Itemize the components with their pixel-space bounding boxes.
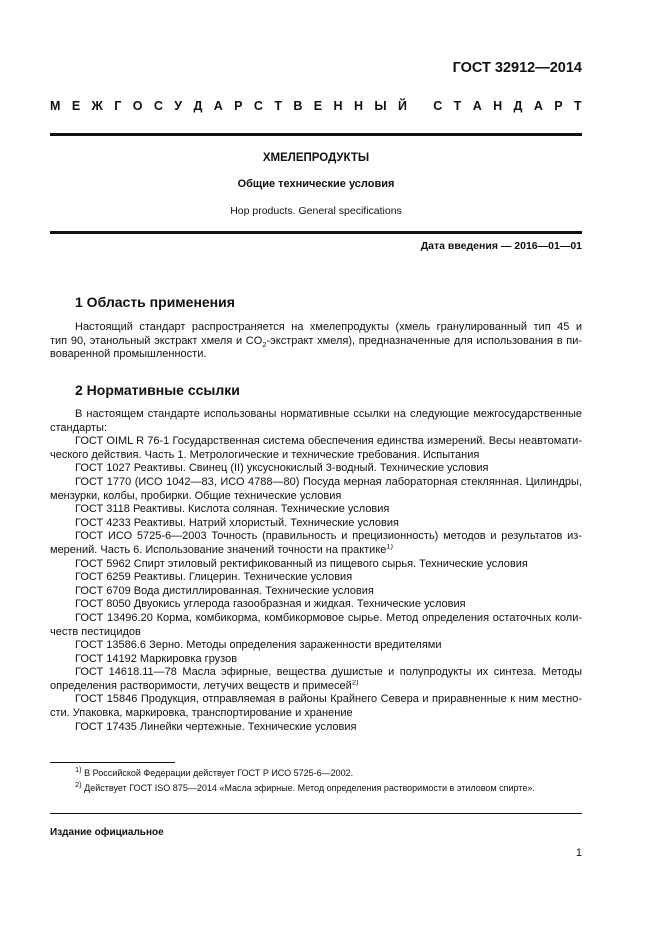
paragraph-line: воваренной промышленности. — [50, 348, 207, 361]
reference-line: ГОСТ 14618.11—78 Масла эфирные, вещества душистые и полупродукты их синтеза. Методы — [75, 666, 582, 679]
reference-line: ГОСТ 15846 Продукция, отправляемая в районы Крайнего Севера и приравненные к ним местно- — [75, 693, 582, 706]
heading-letter: У — [174, 99, 183, 113]
footnote-separator — [50, 762, 175, 763]
reference-line: ГОСТ 8050 Двуокись углерода газообразная и жидкая. Технические условия — [75, 598, 466, 611]
heading-letter: Н — [353, 99, 363, 113]
section-1-heading: 1 Область применения — [75, 294, 235, 310]
reference-line: сти. Упаковка, маркировка, транспортирование и хранение — [50, 707, 353, 720]
page-number: 1 — [575, 847, 582, 859]
heading-letter: Р — [234, 99, 243, 113]
reference-line: ГОСТ 13496.20 Корма, комбикорма, комбикормовое сырье. Метод определения остаточных коли- — [75, 611, 582, 624]
reference-line: ГОСТ 6259 Реактивы. Глицерин. Технические условия — [75, 571, 353, 584]
reference-line: стандарты: — [50, 421, 108, 434]
reference-line: В настоящем стандарте использованы нормативные ссылки на следующие межгосударственные — [75, 408, 582, 420]
heading-letter: Р — [554, 99, 563, 113]
english-title: Hop products. General specifications — [230, 205, 402, 217]
heading-letter: Т — [274, 99, 282, 113]
reference-line: ГОСТ OIML R 76-1 Государственная система обеспечения единства измерений. Весы неавтомати- — [75, 435, 582, 448]
reference-line: определения растворимости, летучих веществ и примесей$^{2)}$ — [50, 680, 582, 694]
section-1-text — [50, 321, 582, 362]
reference-line: ГОСТ ИСО 5725-6—2003 Точность (правильность и прецизионность) методов и результатов из- — [75, 530, 582, 543]
heading-letter: Т — [574, 99, 582, 113]
paragraph-line: тип 90, этанольный экстракт хмеля и $CO_2$-экстракт хмеля), предназначенные для использования в пи- — [50, 334, 582, 349]
heading-letter: О — [132, 99, 143, 113]
heading-letter: Н — [493, 99, 503, 113]
header-rule-top — [50, 133, 582, 136]
reference-line: мензурки, колбы, пробирки. Общие технические условия — [50, 489, 342, 502]
heading-letter: Ы — [374, 99, 387, 113]
heading-letter: Ж — [91, 99, 103, 113]
footnote-2: $^{2)}$ Действует ГОСТ ISO 875—2014 «Масла эфирные. Метод определения растворимости в этиловом спирте». — [75, 780, 535, 793]
heading-letter: Е — [313, 99, 323, 113]
heading-letter: Т — [453, 99, 462, 113]
heading-letter: М — [50, 99, 61, 113]
header-rule-bottom — [50, 231, 582, 234]
reference-line: ГОСТ 5962 Спирт этиловый ректификованный из пищевого сырья. Технические условия — [75, 557, 528, 570]
footnote-ref-1: 1) — [386, 543, 394, 551]
reference-line: честв пестицидов — [50, 625, 141, 638]
reference-line: ГОСТ 1770 (ИСО 1042—83, ИСО 4788—80) Посуда мерная лабораторная стеклянная. Цилиндры, — [75, 475, 582, 488]
reference-line: ГОСТ 6709 Вода дистиллированная. Технические условия — [75, 584, 374, 597]
gost-number: ГОСТ 32912—2014 — [452, 60, 582, 76]
reference-line: ГОСТ 4233 Реактивы. Натрий хлористый. Технические условия — [75, 516, 399, 529]
paragraph-line: Настоящий стандарт распространяется на хмелепродукты (хмель гранулированный тип 45 и — [75, 321, 582, 333]
reference-line: ГОСТ 17435 Линейки чертежные. Технические условия — [75, 720, 357, 733]
heading-letter: Н — [333, 99, 343, 113]
heading-letter: Д — [513, 99, 523, 113]
reference-line: ГОСТ 14192 Маркировка грузов — [75, 652, 238, 665]
heading-letter — [418, 99, 421, 113]
reference-line: ческого действия. Часть 1. Метрологические и технические требования. Испытания — [50, 448, 480, 461]
heading-letter: Е — [71, 99, 81, 113]
footnote-1: $^{1)}$ В Российской Федерации действует ГОСТ Р ИСО 5725-6—2002. — [75, 765, 354, 778]
reference-line: мерений. Часть 6. Использование значений точности на практике$^{1)}$ — [50, 544, 582, 558]
document-title: ХМЕЛЕПРОДУКТЫ — [262, 152, 370, 164]
effective-date: Дата введения — 2016—01—01 — [420, 240, 582, 252]
heading-letter: Д — [193, 99, 203, 113]
edition-label: Издание официальное — [50, 827, 164, 838]
footer-rule — [50, 813, 582, 814]
heading-letter: С — [253, 99, 263, 113]
reference-line: ГОСТ 13586.6 Зерно. Методы определения зараженности вредителями — [75, 639, 442, 652]
footnote-ref-2: 2) — [351, 679, 359, 687]
heading-letter: С — [433, 99, 443, 113]
heading-letter: Г — [114, 99, 122, 113]
heading-letter: А — [472, 99, 482, 113]
standard-type-heading — [50, 99, 582, 113]
reference-line: ГОСТ 3118 Реактивы. Кислота соляная. Технические условия — [75, 503, 390, 516]
heading-letter: А — [213, 99, 223, 113]
reference-line: ГОСТ 1027 Реактивы. Свинец (II) уксуснокислый 3-водный. Технические условия — [75, 462, 489, 475]
document-subtitle: Общие технические условия — [237, 178, 395, 190]
section-2-text — [50, 408, 582, 734]
heading-letter: С — [153, 99, 163, 113]
heading-letter: В — [293, 99, 303, 113]
section-2-heading: 2 Нормативные ссылки — [75, 382, 240, 398]
heading-letter: Й — [398, 99, 407, 113]
heading-letter: А — [533, 99, 543, 113]
